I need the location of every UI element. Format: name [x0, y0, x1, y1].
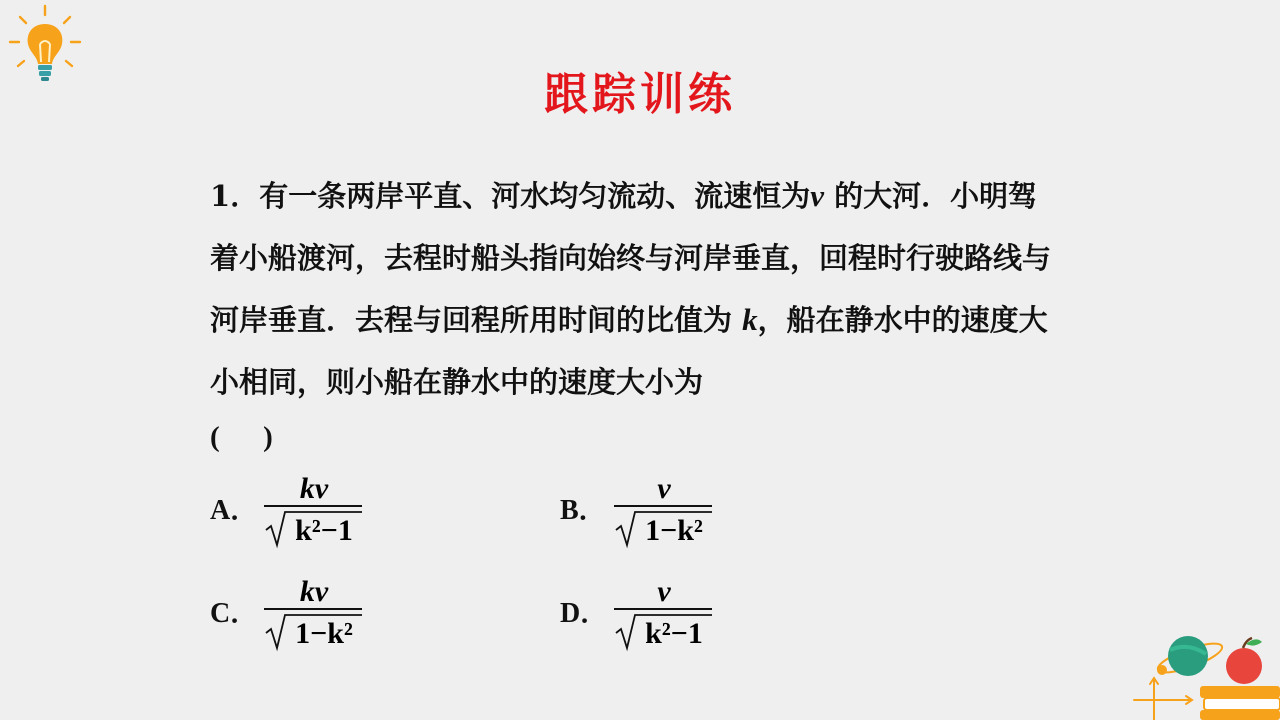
option-b-denominator: 1−k² — [645, 514, 703, 547]
question-text-part-1: 有一条两岸平直、河水均匀流动、流速恒为 — [259, 179, 811, 213]
option-c-numerator: kv — [299, 575, 329, 608]
question-text — [210, 165, 1060, 413]
answer-blank: ( ) — [210, 421, 273, 453]
option-d-numerator: v — [657, 575, 671, 608]
variable-v: v — [810, 178, 824, 213]
option-b-numerator: v — [657, 472, 671, 505]
option-b-fraction — [614, 470, 714, 550]
option-a-denominator: k²−1 — [295, 514, 353, 547]
page-title: 跟踪训练 — [544, 69, 736, 120]
question-number-separator: ． — [230, 179, 260, 213]
option-a-numerator: kv — [299, 472, 329, 505]
option-d-denominator: k²−1 — [645, 617, 703, 650]
option-c-denominator: 1−k² — [295, 617, 353, 650]
option-c-fraction — [264, 573, 364, 653]
option-a-fraction — [264, 470, 364, 550]
option-b-label: B． — [560, 495, 607, 526]
question-text-part-2: 的大河．小明驾着小船渡河，去程时船头指向始终与河岸垂直，回程时行驶路线与河岸垂直．去程与回程所用时间的比值为 — [210, 179, 1052, 337]
option-d-label: D． — [560, 598, 609, 629]
variable-k: k — [742, 302, 758, 337]
option-a-label: A． — [210, 495, 259, 526]
planet-apple-books-icon — [1130, 620, 1280, 720]
question-number: 1 — [210, 179, 231, 213]
option-c-label: C． — [210, 598, 259, 629]
question-text-part-3: ，船在静水中的速度大小相同，则小船在静水中的速度大小为 — [210, 303, 1048, 399]
option-d-fraction — [614, 573, 714, 653]
